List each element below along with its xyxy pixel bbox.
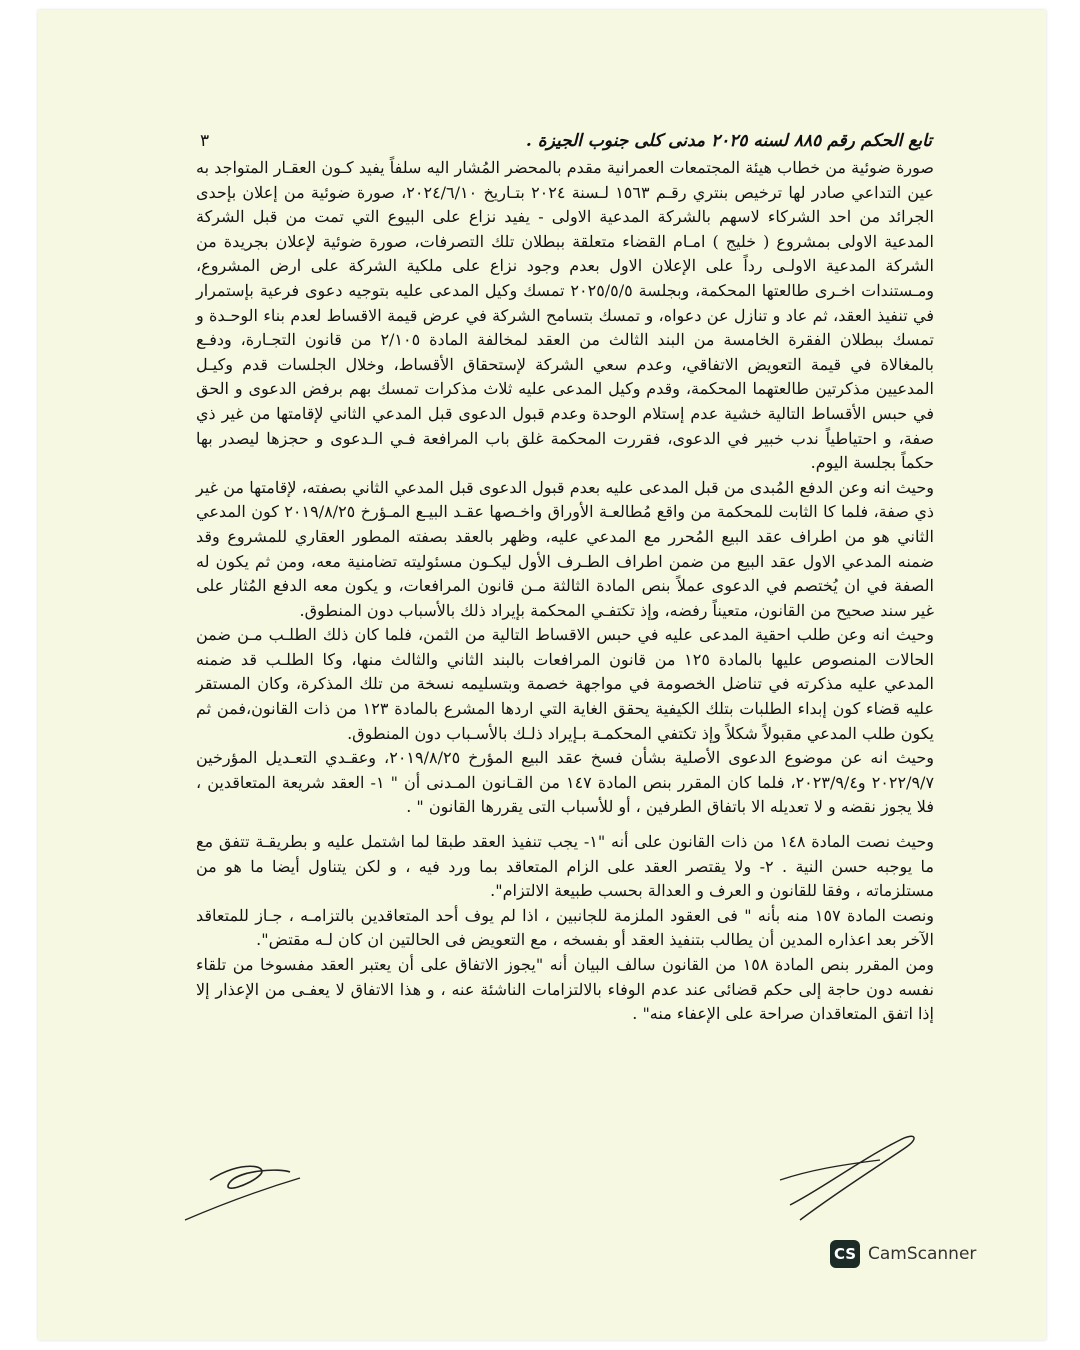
page-header: [200, 128, 932, 154]
paragraph-documents: صورة ضوئية من خطاب هيئة المجتمعات العمرانية مقدم بالمحضر المُشار اليه سلفاً يفيد كـون العقـار المتواجد به عين التداعي صادر لها ترخيص بنتري رقـم ١٥٦٣ لـسنة ٢٠٢٤ بتـاريخ ٢٠٢٤/٦/١٠، صورة ضوئية من إعلان بإحدى الجرائد من احد الشركاء لاسهم بالشركة المدعية الاولى - يفيد نزاع على البيوع التي تمت من قبل الشركة المدعية الاولى بمشروع ( خليج ) امـام القضاء متعلقة ببطلان تلك التصرفات، صورة ضوئية لإعلان بجريدة من الشركة المدعية الاولـى رداً على الإعلان الاول بعدم وجود نزاع على ملكية الشركة على ارض المشروع، ومـستندات اخـرى طالعتها المحكمة، وبجلسة ٢٠٢٥/٥/٥ تمسك وكيل المدعى عليه بتوجيه دعوى فرعية بإستمرار في تنفيذ العقد، ثم عاد و تنازل عن دعواه، و تمسك بتسامح الشركة في عرض قيمة الاقساط لعدم بناء الوحـدة و تمسك ببطلان الفقرة الخامسة من البند الثالث من العقد لمخالفة المادة ٢/١٠٥ من قانون التجـارة، ودفـع بالمغالاة في قيمة التعويض الاتفاقي، وعدم سعي الشركة لإستحقاق الأقساط، وخلال الجلسات قدم وكيـل المدعيين مذكرتين طالعتهما المحكمة، وقدم وكيل المدعى عليه ثلاث مذكرات تمسك بهم برفض الدعوى و الحق في حبس الأقساط التالية خشية عدم إستلام الوحدة وعدم قبول الدعوى قبل المدعي الثاني لإقامتها من غير ذي صفة، و احتياطياً ندب خبير في الدعوى، فقررت المحكمة غلق باب المرافعة فـي الـدعوى و حجزها ليصدر بها حكماً بجلسة اليوم.: [196, 158, 935, 473]
header-title: تابع الحكم رقم ٨٨٥ لسنه ٢٠٢٥ مدنى كلى جنوب الجيزة .: [525, 131, 932, 151]
paragraph-capacity-defense: وحيث انه وعن الدفع المُبدى من قبل المدعى عليه بعدم قبول الدعوى قبل المدعي الثاني بصفته، لإقامتها من غير ذي صفة، فلما كا الثابت للمحكمة من واقع مُطالعـة الأوراق واخـصها عقـد البيـع المـؤرخ ٢٠١٩/٨/٢٥ كون المدعي الثاني هو من اطراف عقد البيع المُحرر مع المدعي عليه، وظهر بالعقد بصفته المطور العقاري للمشروع وقد ضمنه المدعي الاول عقد البيع من ضمن اطراف الطـرف الأول ليكـون مسئوليته تضامنية معه، ومن ثم يكون له الصفة في ان يُختصم في الدعوى عملاً بنص المادة الثالثة مـن قانون المرافعات، و يكون معه الدفع المُثار على غير سند صحيح من القانون، متعيناً رفضه، وإذ تكتفـي المحكمة بإيراد ذلك بالأسباب دون المنطوق.: [196, 477, 935, 620]
paragraph-article-157: ونصت المادة ١٥٧ منه بأنه " فى العقود الملزمة للجانبين ، اذا لم يوف أحد المتعاقدين بالتزامـه ، جـاز للمتعاقد الآخر بعد اعذاره المدين أن يطالب بتنفيذ العقد أو بفسخه ، مع التعويض فى الحالتين ان كان لـه مقتض".: [196, 905, 935, 950]
judgment-body: [196, 156, 934, 1027]
paragraph-withholding-request: وحيث انه وعن طلب احقية المدعى عليه في حبس الاقساط التالية من الثمن، فلما كان ذلك الطلـب مـن ضمن الحالات المنصوص عليها بالمادة ١٢٥ من قانون المرافعات بالبند الثاني والثالث منها، وكا الطلـب قد ضمنه المدعي عليه مذكرته في تناضل الخصومة في مواجهة خصمة وبتسليمه نسخة من تلك المذكرة، وكان المستقر عليه قضاء كون إبداء الطلبات بتلك الكيفية يحقق الغاية التي اردها المشرع بالمادة ١٢٣ من ذات القانون،فمن ثم يكون طلب المدعي مقبولاً شكلاً وإذ تكتفي المحكمـة بـإيراد ذلـك بالأسـباب دون المنطوق.: [196, 625, 935, 743]
paragraph-main-claim: وحيث انه عن موضوع الدعوى الأصلية بشأن فسخ عقد البيع المؤرخ ٢٠١٩/٨/٢٥، وعقـدي التعـديل المؤرخين ٢٠٢٢/٩/٧ و٢٠٢٣/٩/٤، فلما كان المقرر بنص المادة ١٤٧ من القـانون المـدنى أن " ١- العقد شريعة المتعاقدين ، فلا يجوز نقضه و لا تعديله الا باتفاق الطرفين ، أو للأسباب التى يقررها القانون " .: [196, 748, 935, 817]
handwritten-signature: [180, 1120, 960, 1250]
page-number: ٣: [200, 131, 210, 151]
camscanner-logo-icon: CS: [830, 1240, 860, 1268]
paragraph-article-148: وحيث نصت المادة ١٤٨ من ذات القانون على أنه "١- يجب تنفيذ العقد طبقا لما اشتمل عليه و بطريقـة تتفق مع ما يوجبه حسن النية . ٢- ولا يقتصر العقد على الزام المتعاقد بما ورد فيه ، و لكن يتناول أيضا ما هو من مستلزماته ، وفقا للقانون و العرف و العدالة بحسب طبيعة الالتزام".: [196, 832, 935, 901]
camscanner-watermark: [830, 1240, 976, 1268]
camscanner-label: CamScanner: [868, 1244, 977, 1264]
paragraph-article-158: ومن المقرر بنص المادة ١٥٨ من القانون سالف البيان أنه "يجوز الاتفاق على أن يعتبر العقد مفسوخا من تلقاء نفسه دون حاجة إلى حكم قضائى عند عدم الوفاء بالالتزامات الناشئة عنه ، و هذا الاتفاق لا يعفـى من الإعذار إلا إذا اتفق المتعاقدان صراحة على الإعفاء منه" .: [196, 955, 935, 1024]
